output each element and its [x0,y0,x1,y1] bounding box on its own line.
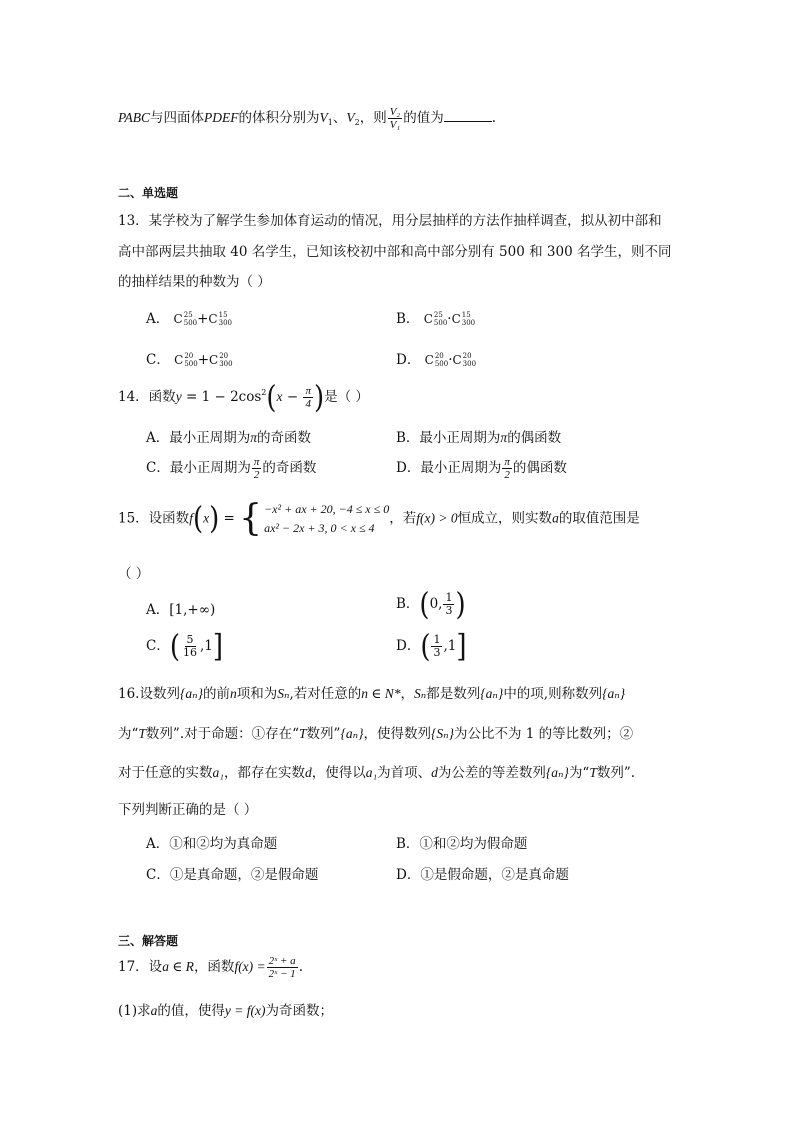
q17-stem: 17．设a ∈ R，函数f(x) = $\frac{\text{2ˣ + a}}{\text{2ˣ − 1}}$ . [118,955,303,980]
ratio-den: V₁ [389,119,401,131]
piecewise-cases: −x² + ax + 20, −4 ≤ x ≤ 0 ax² − 2x + 3, 0 < x ≤ 4 [264,502,390,535]
q15-stem: 15．设函数f(x) = { −x² + ax + 20, −4 ≤ x ≤ 0 ax² − 2x + 3, 0 < x ≤ 4 ，若f(x) > 0恒成立，则实数a的取值范围是 [118,498,640,539]
top-text3: ，则 [359,110,387,126]
ratio-fraction [388,106,403,131]
q13-line2: 高中部两层共抽取 40 名学生，已知该校初中部和高中部分别有 500 和 300 名学生，则不同 [118,244,672,260]
top-end: . [491,110,497,126]
q13-option-b[interactable]: B． C 25 500 · C 15 300 [396,311,476,327]
q16-option-b[interactable]: B．①和②均为假命题 [396,836,528,852]
top-text2: 的体积分别为 [238,110,320,126]
q16-line3: 对于任意的实数a₁，都存在实数d，使得以a₁为首项、d为公差的等差数列{aₙ}为“T数列”. [118,765,636,781]
q16-line4: 下列判断正确的是（ ） [118,802,258,818]
q15-option-d[interactable]: D．( $\frac{1}{3}$ ,1] [396,628,467,665]
q15-paren: （ ） [118,566,150,582]
tetra-pdef: PDEF [204,110,239,125]
q13-option-a[interactable]: A． C 25 500 + C 15 300 [146,311,232,327]
top-text1: 与四面体 [150,110,205,126]
v2-sub: 2 [354,118,360,127]
q13-option-c[interactable]: C． C 20 500 + C 20 300 [146,352,233,368]
tetra-pabc: PABC [118,110,151,125]
q13-line1: 13．某学校为了解学生参加体育运动的情况，用分层抽样的方法作抽样调查，拟从初中部和 [118,213,662,229]
q14-option-d[interactable]: D．最小正周期为 $\frac{\pi}{2}$ 的偶函数 [396,456,567,481]
q15-option-a[interactable]: A．[1,+∞) [146,602,216,618]
q14-option-c[interactable]: C．最小正周期为 $\frac{\pi}{2}$ 的奇函数 [146,456,317,481]
q15-option-b[interactable]: B．(0, $\frac{1}{3}$ ) [396,586,466,623]
q16-option-d[interactable]: D．①是假命题，②是真命题 [396,867,569,883]
top-sep: 、 [332,110,347,126]
section-title-single-choice: 二、单选题 [118,186,179,200]
q16-option-c[interactable]: C．①是真命题，②是假命题 [146,867,319,883]
q14-stem: 14．函数$y = 1 - 2\cos^2(x$ − $\frac{\pi}{4}$ )是（ ） [118,379,369,416]
q13-line3: 的抽样结果的种数为（ ） [118,274,271,290]
v1: V [319,110,328,125]
q14-option-a[interactable]: A．最小正周期为π的奇函数 [146,430,312,446]
q16-line1: 16.设数列{aₙ}的前n项和为Sₙ,若对任意的n ∈ N*，Sₙ都是数列{aₙ}中的项,则称数列{aₙ} [118,686,626,702]
q17-part1: (1)求a的值，使得y = f(x)为奇函数； [118,1003,333,1019]
v2: V [346,110,355,125]
v1-sub: 1 [327,118,333,127]
q13-option-d[interactable]: D． C 20 500 · C 20 300 [396,352,477,368]
top-text4: 的值为 [403,110,444,126]
q16-option-a[interactable]: A．①和②均为真命题 [146,836,278,852]
q17-fraction: $\frac{\text{2ˣ + a}}{\text{2ˣ − 1}}$ [268,955,296,980]
section-title-free-response: 三、解答题 [118,934,179,948]
q16-line2: 为“T数列”.对于命题：①存在“T数列”{aₙ}，使得数列{Sₙ}为公比不为 1 的等比数列；② [118,726,634,742]
q14-option-b[interactable]: B．最小正周期为π的偶函数 [396,430,562,446]
ratio-num: V₂ [389,106,401,118]
q15-option-c[interactable]: C．( $\frac{5}{16}$ ,1] [146,628,224,665]
answer-blank [444,110,492,122]
top-line [118,106,496,131]
